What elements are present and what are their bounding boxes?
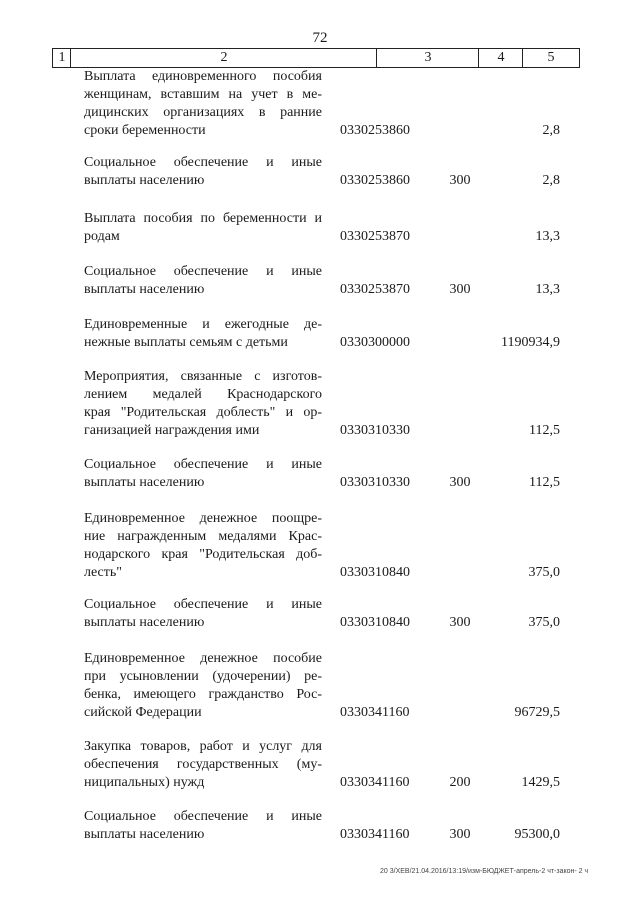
row-name-line: Социальное обеспечение и иные: [84, 264, 322, 279]
row-name-line: обеспечения государственных (му-: [84, 757, 322, 772]
header-col-5: 5: [522, 49, 580, 67]
table-row: [0, 738, 640, 792]
row-name-line: Выплата единовременного пособия: [84, 69, 322, 84]
table-row: [0, 650, 640, 722]
row-name-line: нежные выплаты семьям с детьми: [84, 335, 288, 350]
row-name-line: Мероприятия, связанные с изготов-: [84, 369, 322, 384]
table-row: [0, 596, 640, 632]
row-name-line: выплаты населению: [84, 173, 205, 188]
row-name-line: выплаты населению: [84, 475, 205, 490]
row-code: 0330253870: [340, 229, 410, 244]
row-name-line: ганизацией награждения ими: [84, 423, 260, 438]
row-name-line: Социальное обеспечение и иные: [84, 809, 322, 824]
table-row: [0, 456, 640, 492]
header-col-1: 1: [52, 49, 71, 67]
row-type: 200: [449, 775, 471, 790]
row-name-line: нодарского края "Родительская доб-: [84, 547, 322, 562]
row-name-line: лением медалей Краснодарского: [84, 387, 322, 402]
row-name-line: края "Родительская доблесть" и ор-: [84, 405, 322, 420]
row-code: 0330310840: [340, 565, 410, 580]
row-name: [84, 263, 322, 299]
row-name: [84, 316, 322, 352]
page-footer: 20 3/ХЕВ/21.04.2016/13:19/изм-БЮДЖЕТ-апрель-2 чт-закон- 2 ч: [380, 868, 589, 875]
row-amount: 1429,5: [521, 775, 560, 790]
row-name: [84, 368, 322, 440]
table-row: [0, 154, 640, 190]
row-name: [84, 456, 322, 492]
header-col-4: 4: [478, 49, 523, 67]
row-amount: 13,3: [535, 282, 560, 297]
row-name-line: женщинам, вставшим на учет в ме-: [84, 87, 322, 102]
table-row: [0, 263, 640, 299]
row-name-line: Социальное обеспечение и иные: [84, 597, 322, 612]
row-name-line: бенка, имеющего гражданство Рос-: [84, 687, 322, 702]
row-type: 300: [449, 475, 471, 490]
table-row: [0, 68, 640, 140]
row-code: 0330310330: [340, 423, 410, 438]
row-name: [84, 596, 322, 632]
row-name-line: выплаты населению: [84, 615, 205, 630]
row-name-line: сийской Федерации: [84, 705, 202, 720]
row-code: 0330341160: [340, 775, 410, 790]
table-row: [0, 368, 640, 440]
row-name-line: Закупка товаров, работ и услуг для: [84, 739, 322, 754]
row-name: [84, 650, 322, 722]
row-name-line: лесть": [84, 565, 122, 580]
row-type: 300: [449, 173, 471, 188]
table-header: [52, 48, 580, 68]
row-amount: 2,8: [542, 173, 560, 188]
row-name-line: выплаты населению: [84, 282, 205, 297]
row-amount: 375,0: [528, 565, 560, 580]
row-name: [84, 738, 322, 792]
row-name: [84, 808, 322, 844]
row-name-line: при усыновлении (удочерении) ре-: [84, 669, 322, 684]
row-code: 0330253860: [340, 173, 410, 188]
row-code: 0330310330: [340, 475, 410, 490]
row-code: 0330341160: [340, 705, 410, 720]
row-name: [84, 510, 322, 582]
row-name-line: ние награжденным медалями Крас-: [84, 529, 322, 544]
row-amount: 112,5: [529, 475, 560, 490]
row-type: 300: [449, 282, 471, 297]
table-row: [0, 316, 640, 352]
row-code: 0330310840: [340, 615, 410, 630]
table-row: [0, 510, 640, 582]
row-amount: 2,8: [542, 123, 560, 138]
row-name-line: родам: [84, 229, 120, 244]
row-name: [84, 210, 322, 246]
row-amount: 375,0: [528, 615, 560, 630]
page-number: 72: [312, 30, 328, 46]
row-name-line: Выплата пособия по беременности и: [84, 211, 322, 226]
row-code: 0330253860: [340, 123, 410, 138]
row-type: 300: [449, 827, 471, 842]
row-name-line: Социальное обеспечение и иные: [84, 155, 322, 170]
row-name-line: сроки беременности: [84, 123, 206, 138]
table-row: [0, 210, 640, 246]
row-code: 0330341160: [340, 827, 410, 842]
row-name-line: Единовременные и ежегодные де-: [84, 317, 322, 332]
row-amount: 13,3: [535, 229, 560, 244]
header-col-3: 3: [376, 49, 479, 67]
header-col-2: 2: [70, 49, 377, 67]
row-name-line: выплаты населению: [84, 827, 205, 842]
row-name-line: Единовременное денежное пособие: [84, 651, 322, 666]
row-name-line: Единовременное денежное поощре-: [84, 511, 322, 526]
row-name-line: дицинских организациях в ранние: [84, 105, 322, 120]
row-amount: 96729,5: [514, 705, 560, 720]
row-code: 0330300000: [340, 335, 410, 350]
row-amount: 112,5: [529, 423, 560, 438]
row-type: 300: [449, 615, 471, 630]
row-name: [84, 154, 322, 190]
row-code: 0330253870: [340, 282, 410, 297]
row-name-line: ниципальных) нужд: [84, 775, 205, 790]
row-amount: 1190934,9: [501, 335, 560, 350]
table-row: [0, 808, 640, 844]
row-amount: 95300,0: [514, 827, 560, 842]
row-name: [84, 68, 322, 140]
row-name-line: Социальное обеспечение и иные: [84, 457, 322, 472]
